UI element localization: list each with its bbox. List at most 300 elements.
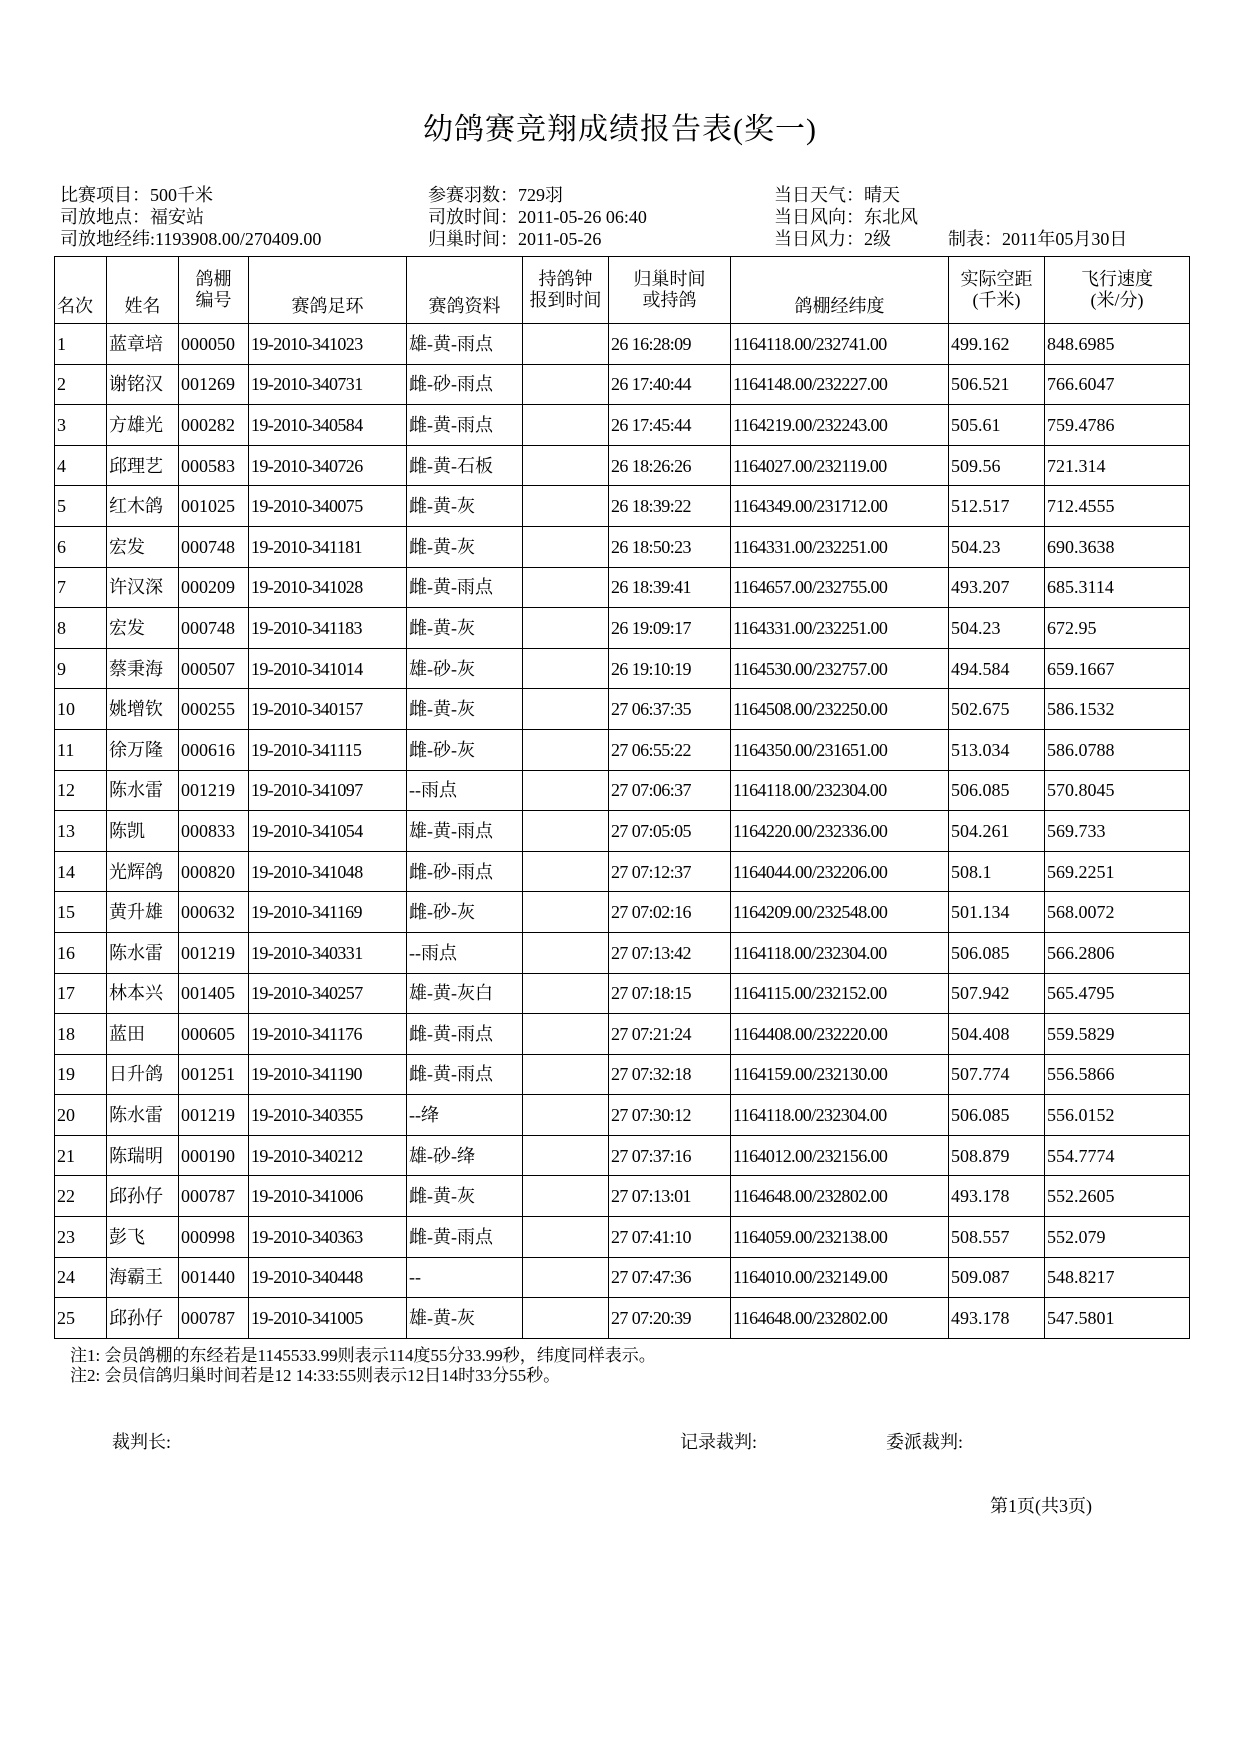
header-label: 名次	[57, 296, 93, 316]
cell-ring-number: 19-2010-341014	[249, 648, 407, 689]
cell-return-time: 26 16:28:09	[609, 324, 731, 365]
cell-return-time: 26 19:10:19	[609, 648, 731, 689]
cell-bird-info: 雌-黄-灰	[407, 608, 523, 649]
cell-bird-info: 雄-黄-雨点	[407, 811, 523, 852]
cell-rank: 2	[55, 364, 107, 405]
info-made-date: 制表：2011年05月30日	[948, 229, 1128, 249]
cell-bird-info: --	[407, 1257, 523, 1298]
cell-loft-id: 000748	[179, 526, 249, 567]
cell-name: 谢铭汉	[107, 364, 179, 405]
cell-speed: 586.1532	[1045, 689, 1190, 730]
cell-speed: 559.5829	[1045, 1014, 1190, 1055]
table-row	[55, 608, 1190, 649]
table-row	[55, 811, 1190, 852]
chief-referee-label: 裁判长:	[112, 1432, 172, 1452]
cell-bird-info: 雌-黄-灰	[407, 689, 523, 730]
cell-speed: 759.4786	[1045, 405, 1190, 446]
cell-loft-id: 001219	[179, 1095, 249, 1136]
cell-return-time: 27 07:06:37	[609, 770, 731, 811]
table-row	[55, 364, 1190, 405]
cell-return-time: 27 07:13:01	[609, 1176, 731, 1217]
info-race-item: 比赛项目：500千米	[60, 185, 213, 205]
cell-clock-time	[523, 1217, 609, 1258]
cell-clock-time	[523, 1298, 609, 1339]
header-distance	[949, 257, 1045, 324]
table-row	[55, 567, 1190, 608]
cell-speed: 569.2251	[1045, 851, 1190, 892]
cell-loft-id: 000787	[179, 1298, 249, 1339]
cell-distance: 508.879	[949, 1135, 1045, 1176]
header-label: 姓名	[124, 296, 161, 316]
cell-rank: 16	[55, 932, 107, 973]
cell-name: 光辉鸽	[107, 851, 179, 892]
cell-distance: 504.23	[949, 526, 1045, 567]
cell-bird-info: 雄-黄-雨点	[407, 324, 523, 365]
cell-name: 黄升雄	[107, 892, 179, 933]
cell-ring-number: 19-2010-340331	[249, 932, 407, 973]
cell-clock-time	[523, 1014, 609, 1055]
cell-name: 宏发	[107, 608, 179, 649]
cell-distance: 501.134	[949, 892, 1045, 933]
cell-clock-time	[523, 445, 609, 486]
cell-clock-time	[523, 932, 609, 973]
cell-ring-number: 19-2010-341169	[249, 892, 407, 933]
header-label-line2: (千米)	[972, 290, 1021, 310]
header-label-line1: 鸽棚	[195, 269, 232, 289]
cell-loft-coordinates: 1164648.00/232802.00	[731, 1176, 949, 1217]
cell-name: 许汉深	[107, 567, 179, 608]
cell-distance: 506.085	[949, 770, 1045, 811]
cell-rank: 23	[55, 1217, 107, 1258]
cell-ring-number: 19-2010-340157	[249, 689, 407, 730]
cell-ring-number: 19-2010-341054	[249, 811, 407, 852]
header-label-line1: 归巢时间	[633, 269, 706, 289]
cell-rank: 5	[55, 486, 107, 527]
cell-name: 邱孙仔	[107, 1176, 179, 1217]
cell-ring-number: 19-2010-340731	[249, 364, 407, 405]
cell-rank: 19	[55, 1054, 107, 1095]
cell-distance: 506.521	[949, 364, 1045, 405]
cell-return-time: 27 07:02:16	[609, 892, 731, 933]
cell-loft-id: 000190	[179, 1135, 249, 1176]
delegated-referee-label: 委派裁判:	[886, 1432, 964, 1452]
cell-loft-coordinates: 1164408.00/232220.00	[731, 1014, 949, 1055]
header-speed	[1045, 257, 1190, 324]
cell-name: 海霸王	[107, 1257, 179, 1298]
cell-speed: 685.3114	[1045, 567, 1190, 608]
table-row	[55, 526, 1190, 567]
cell-loft-id: 000282	[179, 405, 249, 446]
cell-rank: 8	[55, 608, 107, 649]
cell-name: 方雄光	[107, 405, 179, 446]
cell-bird-info: 雌-黄-雨点	[407, 1217, 523, 1258]
cell-clock-time	[523, 851, 609, 892]
cell-ring-number: 19-2010-340355	[249, 1095, 407, 1136]
cell-clock-time	[523, 689, 609, 730]
info-release-location: 司放地点：福安站	[60, 207, 204, 227]
cell-ring-number: 19-2010-341023	[249, 324, 407, 365]
cell-return-time: 26 18:39:22	[609, 486, 731, 527]
cell-return-time: 27 07:12:37	[609, 851, 731, 892]
cell-loft-coordinates: 1164657.00/232755.00	[731, 567, 949, 608]
cell-loft-id: 000632	[179, 892, 249, 933]
cell-loft-id: 000209	[179, 567, 249, 608]
cell-distance: 504.408	[949, 1014, 1045, 1055]
cell-name: 陈凯	[107, 811, 179, 852]
cell-loft-coordinates: 1164350.00/231651.00	[731, 729, 949, 770]
cell-clock-time	[523, 324, 609, 365]
table-row	[55, 1298, 1190, 1339]
cell-bird-info: 雌-黄-雨点	[407, 1014, 523, 1055]
cell-distance: 506.085	[949, 932, 1045, 973]
cell-return-time: 27 07:32:18	[609, 1054, 731, 1095]
cell-name: 日升鸽	[107, 1054, 179, 1095]
cell-name: 徐万隆	[107, 729, 179, 770]
cell-return-time: 26 18:26:26	[609, 445, 731, 486]
cell-rank: 13	[55, 811, 107, 852]
cell-clock-time	[523, 405, 609, 446]
cell-ring-number: 19-2010-340726	[249, 445, 407, 486]
table-row	[55, 973, 1190, 1014]
cell-ring-number: 19-2010-340448	[249, 1257, 407, 1298]
cell-return-time: 27 07:47:36	[609, 1257, 731, 1298]
cell-clock-time	[523, 973, 609, 1014]
cell-name: 邱孙仔	[107, 1298, 179, 1339]
info-column-3	[774, 184, 918, 250]
cell-bird-info: --绛	[407, 1095, 523, 1136]
table-row	[55, 1176, 1190, 1217]
cell-ring-number: 19-2010-341006	[249, 1176, 407, 1217]
table-row	[55, 486, 1190, 527]
cell-clock-time	[523, 648, 609, 689]
header-label: 鸽棚经纬度	[794, 296, 885, 316]
cell-speed: 554.7774	[1045, 1135, 1190, 1176]
header-label-line2: 编号	[195, 290, 232, 310]
table-row	[55, 729, 1190, 770]
cell-speed: 552.2605	[1045, 1176, 1190, 1217]
cell-return-time: 27 07:37:16	[609, 1135, 731, 1176]
cell-speed: 712.4555	[1045, 486, 1190, 527]
cell-clock-time	[523, 608, 609, 649]
cell-distance: 493.178	[949, 1298, 1045, 1339]
cell-distance: 504.261	[949, 811, 1045, 852]
cell-rank: 25	[55, 1298, 107, 1339]
table-row	[55, 1257, 1190, 1298]
cell-loft-id: 001251	[179, 1054, 249, 1095]
cell-rank: 14	[55, 851, 107, 892]
cell-bird-info: --雨点	[407, 770, 523, 811]
cell-return-time: 27 07:05:05	[609, 811, 731, 852]
cell-bird-info: 雄-黄-灰白	[407, 973, 523, 1014]
cell-bird-info: 雌-黄-灰	[407, 526, 523, 567]
cell-return-time: 27 07:18:15	[609, 973, 731, 1014]
cell-speed: 556.0152	[1045, 1095, 1190, 1136]
cell-loft-coordinates: 1164331.00/232251.00	[731, 526, 949, 567]
header-label-line2: 报到时间	[529, 290, 602, 310]
cell-loft-id: 000616	[179, 729, 249, 770]
cell-name: 姚增钦	[107, 689, 179, 730]
info-wind-force: 当日风力：2级	[774, 229, 891, 249]
cell-name: 邱理艺	[107, 445, 179, 486]
cell-speed: 556.5866	[1045, 1054, 1190, 1095]
report-title: 幼鸽赛竞翔成绩报告表(奖一)	[423, 113, 817, 146]
cell-speed: 672.95	[1045, 608, 1190, 649]
cell-speed: 659.1667	[1045, 648, 1190, 689]
cell-clock-time	[523, 1176, 609, 1217]
header-label-line1: 实际空距	[960, 269, 1033, 289]
cell-clock-time	[523, 526, 609, 567]
cell-clock-time	[523, 892, 609, 933]
cell-ring-number: 19-2010-341183	[249, 608, 407, 649]
cell-name: 蓝章培	[107, 324, 179, 365]
cell-speed: 766.6047	[1045, 364, 1190, 405]
cell-name: 陈水雷	[107, 932, 179, 973]
cell-loft-coordinates: 1164648.00/232802.00	[731, 1298, 949, 1339]
cell-speed: 569.733	[1045, 811, 1190, 852]
cell-loft-id: 000787	[179, 1176, 249, 1217]
cell-clock-time	[523, 1135, 609, 1176]
cell-ring-number: 19-2010-341190	[249, 1054, 407, 1095]
table-row	[55, 405, 1190, 446]
cell-distance: 509.56	[949, 445, 1045, 486]
table-row	[55, 1217, 1190, 1258]
table-row	[55, 851, 1190, 892]
header-label: 赛鸽资料	[428, 296, 501, 316]
cell-name: 宏发	[107, 526, 179, 567]
table-body	[55, 324, 1190, 1339]
page-number: 第1页(共3页)	[990, 1496, 1092, 1516]
cell-bird-info: 雌-黄-灰	[407, 486, 523, 527]
cell-distance: 509.087	[949, 1257, 1045, 1298]
cell-bird-info: 雌-砂-灰	[407, 729, 523, 770]
cell-loft-id: 001440	[179, 1257, 249, 1298]
info-release-time: 司放时间：2011-05-26 06:40	[428, 207, 647, 227]
cell-loft-coordinates: 1164148.00/232227.00	[731, 364, 949, 405]
cell-speed: 552.079	[1045, 1217, 1190, 1258]
cell-return-time: 27 07:41:10	[609, 1217, 731, 1258]
cell-speed: 586.0788	[1045, 729, 1190, 770]
cell-distance: 512.517	[949, 486, 1045, 527]
info-weather: 当日天气：晴天	[774, 185, 900, 205]
cell-distance: 502.675	[949, 689, 1045, 730]
cell-return-time: 27 07:20:39	[609, 1298, 731, 1339]
cell-distance: 508.557	[949, 1217, 1045, 1258]
cell-return-time: 26 17:45:44	[609, 405, 731, 446]
cell-return-time: 27 07:30:12	[609, 1095, 731, 1136]
table-row	[55, 648, 1190, 689]
cell-rank: 15	[55, 892, 107, 933]
cell-clock-time	[523, 1095, 609, 1136]
cell-rank: 11	[55, 729, 107, 770]
cell-bird-info: 雌-砂-雨点	[407, 364, 523, 405]
header-label: 赛鸽足环	[291, 296, 364, 316]
cell-return-time: 26 19:09:17	[609, 608, 731, 649]
cell-return-time: 26 17:40:44	[609, 364, 731, 405]
cell-loft-coordinates: 1164044.00/232206.00	[731, 851, 949, 892]
cell-return-time: 27 06:55:22	[609, 729, 731, 770]
cell-loft-coordinates: 1164530.00/232757.00	[731, 648, 949, 689]
cell-loft-coordinates: 1164159.00/232130.00	[731, 1054, 949, 1095]
header-label-line2: (米/分)	[1090, 290, 1144, 310]
cell-rank: 9	[55, 648, 107, 689]
cell-distance: 493.207	[949, 567, 1045, 608]
cell-name: 林本兴	[107, 973, 179, 1014]
cell-bird-info: 雄-砂-绛	[407, 1135, 523, 1176]
info-release-coordinates: 司放地经纬:1193908.00/270409.00	[60, 229, 322, 249]
cell-loft-id: 000255	[179, 689, 249, 730]
cell-rank: 17	[55, 973, 107, 1014]
cell-distance: 494.584	[949, 648, 1045, 689]
cell-clock-time	[523, 729, 609, 770]
cell-loft-coordinates: 1164220.00/232336.00	[731, 811, 949, 852]
cell-ring-number: 19-2010-340212	[249, 1135, 407, 1176]
table-row	[55, 1014, 1190, 1055]
cell-name: 陈水雷	[107, 1095, 179, 1136]
cell-rank: 6	[55, 526, 107, 567]
cell-ring-number: 19-2010-341048	[249, 851, 407, 892]
cell-speed: 568.0072	[1045, 892, 1190, 933]
cell-distance: 505.61	[949, 405, 1045, 446]
header-label-line2: 或持鸽	[642, 290, 697, 310]
cell-speed: 566.2806	[1045, 932, 1190, 973]
cell-name: 陈瑞明	[107, 1135, 179, 1176]
notes	[70, 1346, 656, 1386]
cell-ring-number: 19-2010-340075	[249, 486, 407, 527]
cell-clock-time	[523, 364, 609, 405]
cell-loft-id: 000748	[179, 608, 249, 649]
results-table	[54, 256, 1190, 1339]
cell-return-time: 26 18:50:23	[609, 526, 731, 567]
cell-distance: 507.774	[949, 1054, 1045, 1095]
cell-rank: 21	[55, 1135, 107, 1176]
cell-clock-time	[523, 1257, 609, 1298]
cell-return-time: 27 07:13:42	[609, 932, 731, 973]
header-loft-coordinates	[731, 257, 949, 324]
cell-name: 蓝田	[107, 1014, 179, 1055]
table-row	[55, 1095, 1190, 1136]
cell-loft-id: 000507	[179, 648, 249, 689]
cell-bird-info: --雨点	[407, 932, 523, 973]
note-2: 注2: 会员信鸽归巢时间若是12 14:33:55则表示12日14时33分55秒。	[70, 1366, 561, 1385]
info-return-time: 归巢时间：2011-05-26	[428, 229, 602, 249]
cell-rank: 7	[55, 567, 107, 608]
table-row	[55, 932, 1190, 973]
cell-ring-number: 19-2010-340584	[249, 405, 407, 446]
header-label-line1: 飞行速度	[1081, 269, 1153, 289]
cell-ring-number: 19-2010-341181	[249, 526, 407, 567]
cell-name: 陈水雷	[107, 770, 179, 811]
cell-loft-id: 001025	[179, 486, 249, 527]
cell-rank: 10	[55, 689, 107, 730]
cell-speed: 548.8217	[1045, 1257, 1190, 1298]
info-column-1	[60, 184, 321, 250]
cell-clock-time	[523, 770, 609, 811]
header-loft-id	[179, 257, 249, 324]
cell-ring-number: 19-2010-341028	[249, 567, 407, 608]
cell-ring-number: 19-2010-341005	[249, 1298, 407, 1339]
cell-name: 红木鸽	[107, 486, 179, 527]
info-column-2	[428, 184, 647, 250]
cell-loft-coordinates: 1164349.00/231712.00	[731, 486, 949, 527]
cell-speed: 721.314	[1045, 445, 1190, 486]
cell-return-time: 26 18:39:41	[609, 567, 731, 608]
header-row	[55, 257, 1190, 324]
cell-loft-id: 000820	[179, 851, 249, 892]
cell-ring-number: 19-2010-341097	[249, 770, 407, 811]
cell-return-time: 27 06:37:35	[609, 689, 731, 730]
cell-loft-coordinates: 1164118.00/232304.00	[731, 770, 949, 811]
cell-loft-id: 001405	[179, 973, 249, 1014]
cell-distance: 504.23	[949, 608, 1045, 649]
info-wind-direction: 当日风向：东北风	[774, 207, 918, 227]
cell-clock-time	[523, 811, 609, 852]
cell-loft-coordinates: 1164010.00/232149.00	[731, 1257, 949, 1298]
header-return-time	[609, 257, 731, 324]
cell-ring-number: 19-2010-340363	[249, 1217, 407, 1258]
cell-rank: 12	[55, 770, 107, 811]
cell-clock-time	[523, 486, 609, 527]
cell-distance: 508.1	[949, 851, 1045, 892]
cell-rank: 24	[55, 1257, 107, 1298]
cell-loft-coordinates: 1164118.00/232741.00	[731, 324, 949, 365]
cell-loft-coordinates: 1164209.00/232548.00	[731, 892, 949, 933]
cell-clock-time	[523, 1054, 609, 1095]
cell-loft-id: 000833	[179, 811, 249, 852]
table-row	[55, 1054, 1190, 1095]
table-row	[55, 324, 1190, 365]
cell-name: 蔡秉海	[107, 648, 179, 689]
cell-rank: 18	[55, 1014, 107, 1055]
cell-bird-info: 雌-砂-雨点	[407, 851, 523, 892]
header-rank	[55, 257, 107, 324]
cell-bird-info: 雌-砂-灰	[407, 892, 523, 933]
cell-speed: 690.3638	[1045, 526, 1190, 567]
cell-bird-info: 雌-黄-雨点	[407, 405, 523, 446]
table-row	[55, 892, 1190, 933]
cell-loft-coordinates: 1164115.00/232152.00	[731, 973, 949, 1014]
recording-referee-label: 记录裁判:	[680, 1432, 758, 1452]
header-label-line1: 持鸽钟	[538, 269, 593, 289]
cell-loft-coordinates: 1164118.00/232304.00	[731, 932, 949, 973]
cell-bird-info: 雌-黄-雨点	[407, 567, 523, 608]
table-row	[55, 689, 1190, 730]
cell-return-time: 27 07:21:24	[609, 1014, 731, 1055]
cell-rank: 22	[55, 1176, 107, 1217]
cell-speed: 547.5801	[1045, 1298, 1190, 1339]
header-bird-info	[407, 257, 523, 324]
cell-loft-id: 000050	[179, 324, 249, 365]
cell-bird-info: 雄-砂-灰	[407, 648, 523, 689]
cell-loft-coordinates: 1164331.00/232251.00	[731, 608, 949, 649]
cell-loft-id: 001269	[179, 364, 249, 405]
cell-loft-coordinates: 1164012.00/232156.00	[731, 1135, 949, 1176]
cell-ring-number: 19-2010-341176	[249, 1014, 407, 1055]
header-clock-time	[523, 257, 609, 324]
note-1: 注1: 会员鸽棚的东经若是1145533.99则表示114度55分33.99秒，纬度同样表示。	[70, 1346, 656, 1365]
cell-loft-id: 001219	[179, 770, 249, 811]
cell-rank: 1	[55, 324, 107, 365]
cell-loft-id: 001219	[179, 932, 249, 973]
cell-rank: 4	[55, 445, 107, 486]
cell-speed: 848.6985	[1045, 324, 1190, 365]
cell-distance: 507.942	[949, 973, 1045, 1014]
cell-ring-number: 19-2010-340257	[249, 973, 407, 1014]
cell-loft-coordinates: 1164059.00/232138.00	[731, 1217, 949, 1258]
info-entry-count: 参赛羽数：729羽	[428, 185, 563, 205]
cell-distance: 499.162	[949, 324, 1045, 365]
table-row	[55, 770, 1190, 811]
cell-ring-number: 19-2010-341115	[249, 729, 407, 770]
